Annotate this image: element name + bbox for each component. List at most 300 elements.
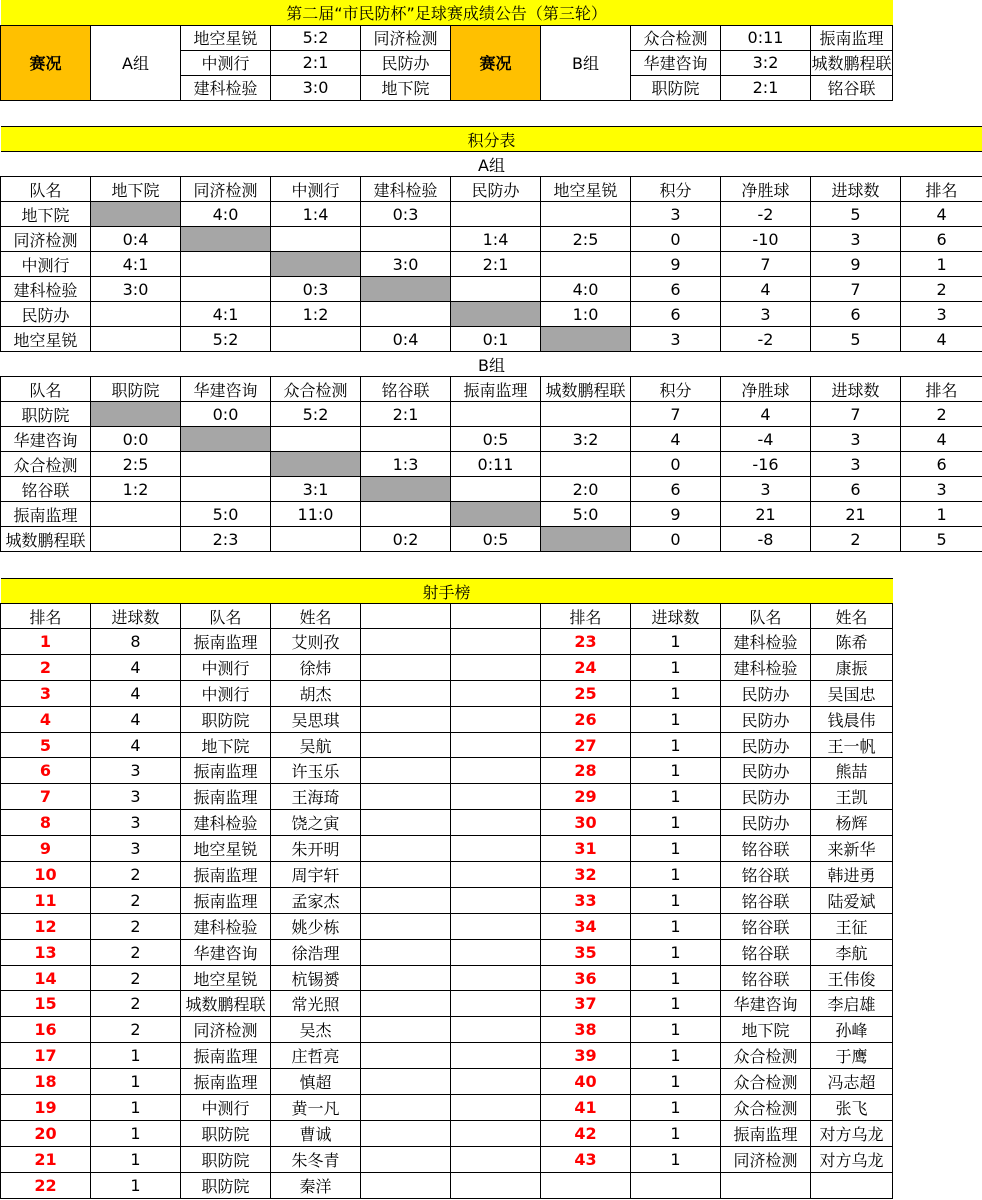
match-cell: 1:4 bbox=[271, 202, 361, 227]
scorer-rank: 19 bbox=[1, 1095, 91, 1121]
scorer-goals: 1 bbox=[91, 1043, 181, 1069]
match-team: 城数鹏程联 bbox=[811, 50, 893, 75]
table-row bbox=[1, 965, 893, 991]
table-row bbox=[1, 680, 893, 706]
stat-cell: 3 bbox=[631, 327, 721, 352]
stat-cell: 6 bbox=[901, 452, 982, 477]
stat-cell: 4 bbox=[721, 402, 811, 427]
scorer-name: 慎超 bbox=[271, 1069, 361, 1095]
stat-cell: 5 bbox=[901, 527, 982, 552]
scorer-goals: 2 bbox=[91, 991, 181, 1017]
stat-cell: 5 bbox=[811, 202, 901, 227]
table-row bbox=[1, 277, 982, 302]
scorer-rank: 15 bbox=[1, 991, 91, 1017]
stat-cell: 4 bbox=[721, 277, 811, 302]
scorer-goals: 1 bbox=[631, 810, 721, 836]
stat-cell: 6 bbox=[631, 277, 721, 302]
scorer-team: 铭谷联 bbox=[721, 836, 811, 862]
scorer-team: 民防办 bbox=[721, 758, 811, 784]
scorer-goals: 1 bbox=[631, 1017, 721, 1043]
column-header: 地下院 bbox=[91, 177, 181, 202]
spacer-cell bbox=[451, 1172, 541, 1198]
match-cell: 2:5 bbox=[91, 452, 181, 477]
match-cell: 0:5 bbox=[451, 427, 541, 452]
match-score: 2:1 bbox=[271, 50, 361, 75]
match-cell: 0:0 bbox=[91, 427, 181, 452]
scorer-team: 建科检验 bbox=[181, 913, 271, 939]
team-name: 建科检验 bbox=[1, 277, 91, 302]
scorer-rank: 3 bbox=[1, 680, 91, 706]
self-match-cell bbox=[361, 477, 451, 502]
table-row bbox=[1, 402, 982, 427]
scorer-goals: 2 bbox=[91, 913, 181, 939]
self-match-cell bbox=[181, 227, 271, 252]
match-team: 铭谷联 bbox=[811, 75, 893, 100]
column-header: 铭谷联 bbox=[361, 377, 451, 402]
stat-cell: 7 bbox=[811, 277, 901, 302]
scorer-goals: 3 bbox=[91, 784, 181, 810]
self-match-cell bbox=[181, 427, 271, 452]
scorer-name: 饶之寅 bbox=[271, 810, 361, 836]
spacer-cell bbox=[361, 706, 451, 732]
table-row bbox=[1, 427, 982, 452]
spacer-cell bbox=[451, 1120, 541, 1146]
scorer-rank: 1 bbox=[1, 629, 91, 655]
stat-cell: 7 bbox=[811, 402, 901, 427]
match-score: 3:0 bbox=[271, 75, 361, 100]
table-row bbox=[1, 654, 893, 680]
scorer-rank: 42 bbox=[541, 1120, 631, 1146]
scorer-goals: 1 bbox=[631, 680, 721, 706]
stat-cell: 6 bbox=[811, 302, 901, 327]
scorer-rank: 17 bbox=[1, 1043, 91, 1069]
scorer-name: 秦洋 bbox=[271, 1172, 361, 1198]
table-row bbox=[1, 1120, 893, 1146]
match-team: 振南监理 bbox=[811, 25, 893, 50]
stat-cell: 21 bbox=[811, 502, 901, 527]
scorers-title: 射手榜 bbox=[1, 579, 893, 604]
scorer-goals: 1 bbox=[631, 654, 721, 680]
page-title: 第二届“市民防杯”足球赛成绩公告（第三轮） bbox=[1, 0, 893, 25]
scorer-goals: 1 bbox=[631, 758, 721, 784]
stat-cell: -2 bbox=[721, 327, 811, 352]
stat-cell: 0 bbox=[631, 452, 721, 477]
scorer-goals: 2 bbox=[91, 965, 181, 991]
scorer-rank: 36 bbox=[541, 965, 631, 991]
match-cell: 5:0 bbox=[541, 502, 631, 527]
stat-cell: 21 bbox=[721, 502, 811, 527]
match-cell: 2:1 bbox=[451, 252, 541, 277]
match-score: 2:1 bbox=[721, 75, 811, 100]
scorer-team: 中测行 bbox=[181, 654, 271, 680]
match-cell: 2:3 bbox=[181, 527, 271, 552]
scorer-rank: 29 bbox=[541, 784, 631, 810]
table-row bbox=[1, 1069, 893, 1095]
stat-cell: 2 bbox=[901, 402, 982, 427]
match-cell bbox=[91, 327, 181, 352]
match-cell: 2:0 bbox=[541, 477, 631, 502]
column-header: 进球数 bbox=[811, 377, 901, 402]
group-a-standings bbox=[1, 177, 982, 352]
scorer-team: 铭谷联 bbox=[721, 965, 811, 991]
results-label-a: 赛况 bbox=[1, 25, 91, 100]
scorer-rank: 32 bbox=[541, 862, 631, 888]
scorer-goals: 2 bbox=[91, 1017, 181, 1043]
scorer-team: 铭谷联 bbox=[721, 862, 811, 888]
spacer-cell bbox=[451, 629, 541, 655]
match-cell bbox=[271, 327, 361, 352]
spacer-cell bbox=[451, 991, 541, 1017]
table-row bbox=[1, 252, 982, 277]
scorer-goals: 1 bbox=[631, 1095, 721, 1121]
match-team: 华建咨询 bbox=[631, 50, 721, 75]
table-row bbox=[1, 227, 982, 252]
scorer-rank: 22 bbox=[1, 1172, 91, 1198]
scorer-name: 朱开明 bbox=[271, 836, 361, 862]
match-cell: 5:0 bbox=[181, 502, 271, 527]
scorer-name: 吴航 bbox=[271, 732, 361, 758]
scorer-name: 常光照 bbox=[271, 991, 361, 1017]
stat-cell: 1 bbox=[901, 252, 982, 277]
spacer-cell bbox=[451, 1146, 541, 1172]
scorer-team: 振南监理 bbox=[181, 1069, 271, 1095]
scorer-name: 杨辉 bbox=[811, 810, 893, 836]
column-header: 建科检验 bbox=[361, 177, 451, 202]
spacer-cell bbox=[451, 965, 541, 991]
spacer-cell bbox=[451, 862, 541, 888]
column-header: 进球数 bbox=[91, 604, 181, 629]
scorer-name: 姚少栋 bbox=[271, 913, 361, 939]
table-row bbox=[1, 502, 982, 527]
standings-table bbox=[0, 126, 982, 552]
column-header: 地空星锐 bbox=[541, 177, 631, 202]
spacer-cell bbox=[361, 991, 451, 1017]
stat-cell: 6 bbox=[901, 227, 982, 252]
self-match-cell bbox=[361, 277, 451, 302]
spacer-cell bbox=[361, 887, 451, 913]
scorer-rank bbox=[541, 1172, 631, 1198]
match-cell: 0:0 bbox=[181, 402, 271, 427]
spacer-cell bbox=[451, 887, 541, 913]
scorer-team: 职防院 bbox=[181, 1120, 271, 1146]
scorer-rank: 2 bbox=[1, 654, 91, 680]
scorer-team: 振南监理 bbox=[181, 629, 271, 655]
scorer-team: 地空星锐 bbox=[181, 836, 271, 862]
scorer-team: 民防办 bbox=[721, 680, 811, 706]
match-cell: 4:0 bbox=[181, 202, 271, 227]
match-cell: 4:1 bbox=[91, 252, 181, 277]
stat-cell: 9 bbox=[631, 502, 721, 527]
spacer-cell bbox=[451, 1069, 541, 1095]
scorer-team: 地空星锐 bbox=[181, 965, 271, 991]
scorer-team: 华建咨询 bbox=[181, 939, 271, 965]
scorer-name: 周宇轩 bbox=[271, 862, 361, 888]
scorer-rank: 34 bbox=[541, 913, 631, 939]
scorer-rank: 38 bbox=[541, 1017, 631, 1043]
spacer-cell bbox=[361, 836, 451, 862]
self-match-cell bbox=[541, 327, 631, 352]
team-name: 职防院 bbox=[1, 402, 91, 427]
match-team: 地空星锐 bbox=[181, 25, 271, 50]
spacer-cell bbox=[451, 810, 541, 836]
spacer-cell bbox=[361, 1146, 451, 1172]
stat-cell: -2 bbox=[721, 202, 811, 227]
scorer-team: 建科检验 bbox=[721, 654, 811, 680]
match-cell bbox=[271, 227, 361, 252]
scorer-name: 吴国忠 bbox=[811, 680, 893, 706]
column-header: 排名 bbox=[1, 604, 91, 629]
team-name: 地下院 bbox=[1, 202, 91, 227]
scorer-goals: 1 bbox=[631, 629, 721, 655]
match-cell bbox=[541, 202, 631, 227]
scorer-goals: 1 bbox=[631, 1069, 721, 1095]
table-row bbox=[1, 1043, 893, 1069]
column-header: 队名 bbox=[181, 604, 271, 629]
stat-cell: -8 bbox=[721, 527, 811, 552]
spacer-cell bbox=[361, 1017, 451, 1043]
standings-section bbox=[0, 126, 982, 552]
column-header: 队名 bbox=[1, 377, 91, 402]
scorer-goals bbox=[631, 1172, 721, 1198]
stat-cell: -10 bbox=[721, 227, 811, 252]
column-header: 众合检测 bbox=[271, 377, 361, 402]
table-row bbox=[1, 1095, 893, 1121]
spacer-cell bbox=[361, 1095, 451, 1121]
scorer-team: 众合检测 bbox=[721, 1069, 811, 1095]
stat-cell: -16 bbox=[721, 452, 811, 477]
match-cell: 0:3 bbox=[361, 202, 451, 227]
stat-cell: 1 bbox=[901, 502, 982, 527]
table-row bbox=[1, 784, 893, 810]
spacer-cell bbox=[451, 732, 541, 758]
stat-cell: 4 bbox=[901, 202, 982, 227]
scorer-goals: 2 bbox=[91, 939, 181, 965]
spacer-cell bbox=[361, 810, 451, 836]
spacer-cell bbox=[361, 784, 451, 810]
scorer-rank: 9 bbox=[1, 836, 91, 862]
match-cell bbox=[271, 427, 361, 452]
table-row bbox=[1, 527, 982, 552]
spacer-cell bbox=[361, 1172, 451, 1198]
scorer-goals: 3 bbox=[91, 758, 181, 784]
table-row bbox=[1, 991, 893, 1017]
match-cell bbox=[91, 527, 181, 552]
column-header: 城数鹏程联 bbox=[541, 377, 631, 402]
match-cell: 4:0 bbox=[541, 277, 631, 302]
standings-header-row bbox=[1, 177, 982, 202]
match-cell: 0:11 bbox=[451, 452, 541, 477]
scorer-rank: 21 bbox=[1, 1146, 91, 1172]
column-header: 进球数 bbox=[631, 604, 721, 629]
spacer-cell bbox=[451, 654, 541, 680]
table-row bbox=[1, 1146, 893, 1172]
scorers-table bbox=[0, 578, 893, 1199]
match-cell bbox=[451, 477, 541, 502]
scorer-rank: 33 bbox=[541, 887, 631, 913]
scorer-rank: 14 bbox=[1, 965, 91, 991]
scorers-section bbox=[0, 578, 893, 1199]
column-header: 中测行 bbox=[271, 177, 361, 202]
match-cell bbox=[541, 252, 631, 277]
table-row bbox=[1, 202, 982, 227]
table-row bbox=[1, 939, 893, 965]
scorer-team: 振南监理 bbox=[181, 758, 271, 784]
scorer-rank: 4 bbox=[1, 706, 91, 732]
scorer-team: 振南监理 bbox=[181, 887, 271, 913]
match-cell: 3:1 bbox=[271, 477, 361, 502]
match-score: 3:2 bbox=[721, 50, 811, 75]
scorer-goals: 4 bbox=[91, 680, 181, 706]
team-name: 众合检测 bbox=[1, 452, 91, 477]
scorer-name: 杭锡赟 bbox=[271, 965, 361, 991]
group-a-heading: A组 bbox=[1, 152, 982, 177]
match-cell bbox=[361, 427, 451, 452]
spacer-cell bbox=[361, 604, 451, 629]
scorer-name: 对方乌龙 bbox=[811, 1146, 893, 1172]
scorer-goals: 1 bbox=[631, 1146, 721, 1172]
self-match-cell bbox=[91, 202, 181, 227]
standings-title: 积分表 bbox=[1, 127, 982, 152]
scorer-rank: 10 bbox=[1, 862, 91, 888]
table-row bbox=[1, 862, 893, 888]
scorer-team: 同济检测 bbox=[721, 1146, 811, 1172]
stat-cell: 3 bbox=[811, 227, 901, 252]
spacer-cell bbox=[361, 1043, 451, 1069]
results-section bbox=[0, 0, 893, 101]
scorer-rank: 31 bbox=[541, 836, 631, 862]
scorer-name bbox=[811, 1172, 893, 1198]
team-name: 地空星锐 bbox=[1, 327, 91, 352]
stat-cell: 3 bbox=[721, 477, 811, 502]
scorer-rank: 26 bbox=[541, 706, 631, 732]
scorer-rank: 11 bbox=[1, 887, 91, 913]
column-header: 积分 bbox=[631, 177, 721, 202]
team-name: 同济检测 bbox=[1, 227, 91, 252]
scorer-rank: 5 bbox=[1, 732, 91, 758]
spacer-cell bbox=[451, 1043, 541, 1069]
scorer-name: 吴思琪 bbox=[271, 706, 361, 732]
self-match-cell bbox=[541, 527, 631, 552]
scorer-name: 许玉乐 bbox=[271, 758, 361, 784]
column-header: 姓名 bbox=[271, 604, 361, 629]
scorer-team: 民防办 bbox=[721, 732, 811, 758]
scorer-rank: 18 bbox=[1, 1069, 91, 1095]
scorer-name: 胡杰 bbox=[271, 680, 361, 706]
match-cell bbox=[451, 402, 541, 427]
team-name: 铭谷联 bbox=[1, 477, 91, 502]
scorer-name: 艾则孜 bbox=[271, 629, 361, 655]
scorer-rank: 43 bbox=[541, 1146, 631, 1172]
match-cell: 0:5 bbox=[451, 527, 541, 552]
scorer-name: 于鹰 bbox=[811, 1043, 893, 1069]
spacer-cell bbox=[361, 732, 451, 758]
scorer-name: 孙峰 bbox=[811, 1017, 893, 1043]
match-cell: 1:4 bbox=[451, 227, 541, 252]
match-cell bbox=[181, 252, 271, 277]
team-name: 城数鹏程联 bbox=[1, 527, 91, 552]
scorer-name: 王征 bbox=[811, 913, 893, 939]
scorer-team: 职防院 bbox=[181, 706, 271, 732]
spacer-cell bbox=[361, 965, 451, 991]
scorer-team: 中测行 bbox=[181, 680, 271, 706]
spacer-cell bbox=[361, 862, 451, 888]
scorer-team: 众合检测 bbox=[721, 1095, 811, 1121]
column-header: 净胜球 bbox=[721, 377, 811, 402]
scorer-name: 徐浩理 bbox=[271, 939, 361, 965]
scorer-goals: 4 bbox=[91, 654, 181, 680]
match-cell: 2:5 bbox=[541, 227, 631, 252]
scorer-team: 振南监理 bbox=[181, 1043, 271, 1069]
stat-cell: 2 bbox=[811, 527, 901, 552]
scorer-rank: 24 bbox=[541, 654, 631, 680]
spacer-cell bbox=[361, 654, 451, 680]
spacer-cell bbox=[361, 1120, 451, 1146]
stat-cell: 3 bbox=[901, 302, 982, 327]
match-cell: 2:1 bbox=[361, 402, 451, 427]
stat-cell: 9 bbox=[811, 252, 901, 277]
group-b-standings bbox=[1, 377, 982, 552]
scorer-team: 地下院 bbox=[721, 1017, 811, 1043]
standings-header-row bbox=[1, 377, 982, 402]
self-match-cell bbox=[91, 402, 181, 427]
scorer-name: 李启雄 bbox=[811, 991, 893, 1017]
scorer-name: 来新华 bbox=[811, 836, 893, 862]
spacer-cell bbox=[451, 836, 541, 862]
table-row bbox=[1, 452, 982, 477]
match-cell bbox=[361, 227, 451, 252]
match-cell bbox=[181, 277, 271, 302]
column-header: 进球数 bbox=[811, 177, 901, 202]
scorer-team: 民防办 bbox=[721, 706, 811, 732]
match-cell: 0:4 bbox=[361, 327, 451, 352]
match-team: 众合检测 bbox=[631, 25, 721, 50]
scorer-name: 对方乌龙 bbox=[811, 1120, 893, 1146]
match-cell bbox=[361, 502, 451, 527]
match-cell: 11:0 bbox=[271, 502, 361, 527]
scorer-rank: 20 bbox=[1, 1120, 91, 1146]
scorer-goals: 1 bbox=[91, 1069, 181, 1095]
spacer-cell bbox=[451, 913, 541, 939]
match-cell: 5:2 bbox=[181, 327, 271, 352]
match-cell bbox=[541, 402, 631, 427]
column-header: 排名 bbox=[901, 377, 982, 402]
table-row bbox=[1, 1172, 893, 1198]
column-header: 华建咨询 bbox=[181, 377, 271, 402]
scorer-team: 同济检测 bbox=[181, 1017, 271, 1043]
scorer-goals: 4 bbox=[91, 706, 181, 732]
scorer-goals: 1 bbox=[631, 913, 721, 939]
stat-cell: 6 bbox=[631, 477, 721, 502]
scorer-rank: 6 bbox=[1, 758, 91, 784]
match-cell: 3:2 bbox=[541, 427, 631, 452]
group-b-heading: B组 bbox=[1, 352, 982, 377]
match-cell: 3:0 bbox=[91, 277, 181, 302]
spacer-cell bbox=[361, 1069, 451, 1095]
spacer-cell bbox=[361, 629, 451, 655]
stat-cell: 9 bbox=[631, 252, 721, 277]
match-cell: 3:0 bbox=[361, 252, 451, 277]
spacer-cell bbox=[451, 784, 541, 810]
scorers-header-row bbox=[1, 604, 893, 629]
team-name: 华建咨询 bbox=[1, 427, 91, 452]
scorer-rank: 7 bbox=[1, 784, 91, 810]
stat-cell: 3 bbox=[811, 427, 901, 452]
match-cell: 5:2 bbox=[271, 402, 361, 427]
table-row bbox=[1, 327, 982, 352]
match-score: 0:11 bbox=[721, 25, 811, 50]
self-match-cell bbox=[271, 252, 361, 277]
scorer-rank: 30 bbox=[541, 810, 631, 836]
